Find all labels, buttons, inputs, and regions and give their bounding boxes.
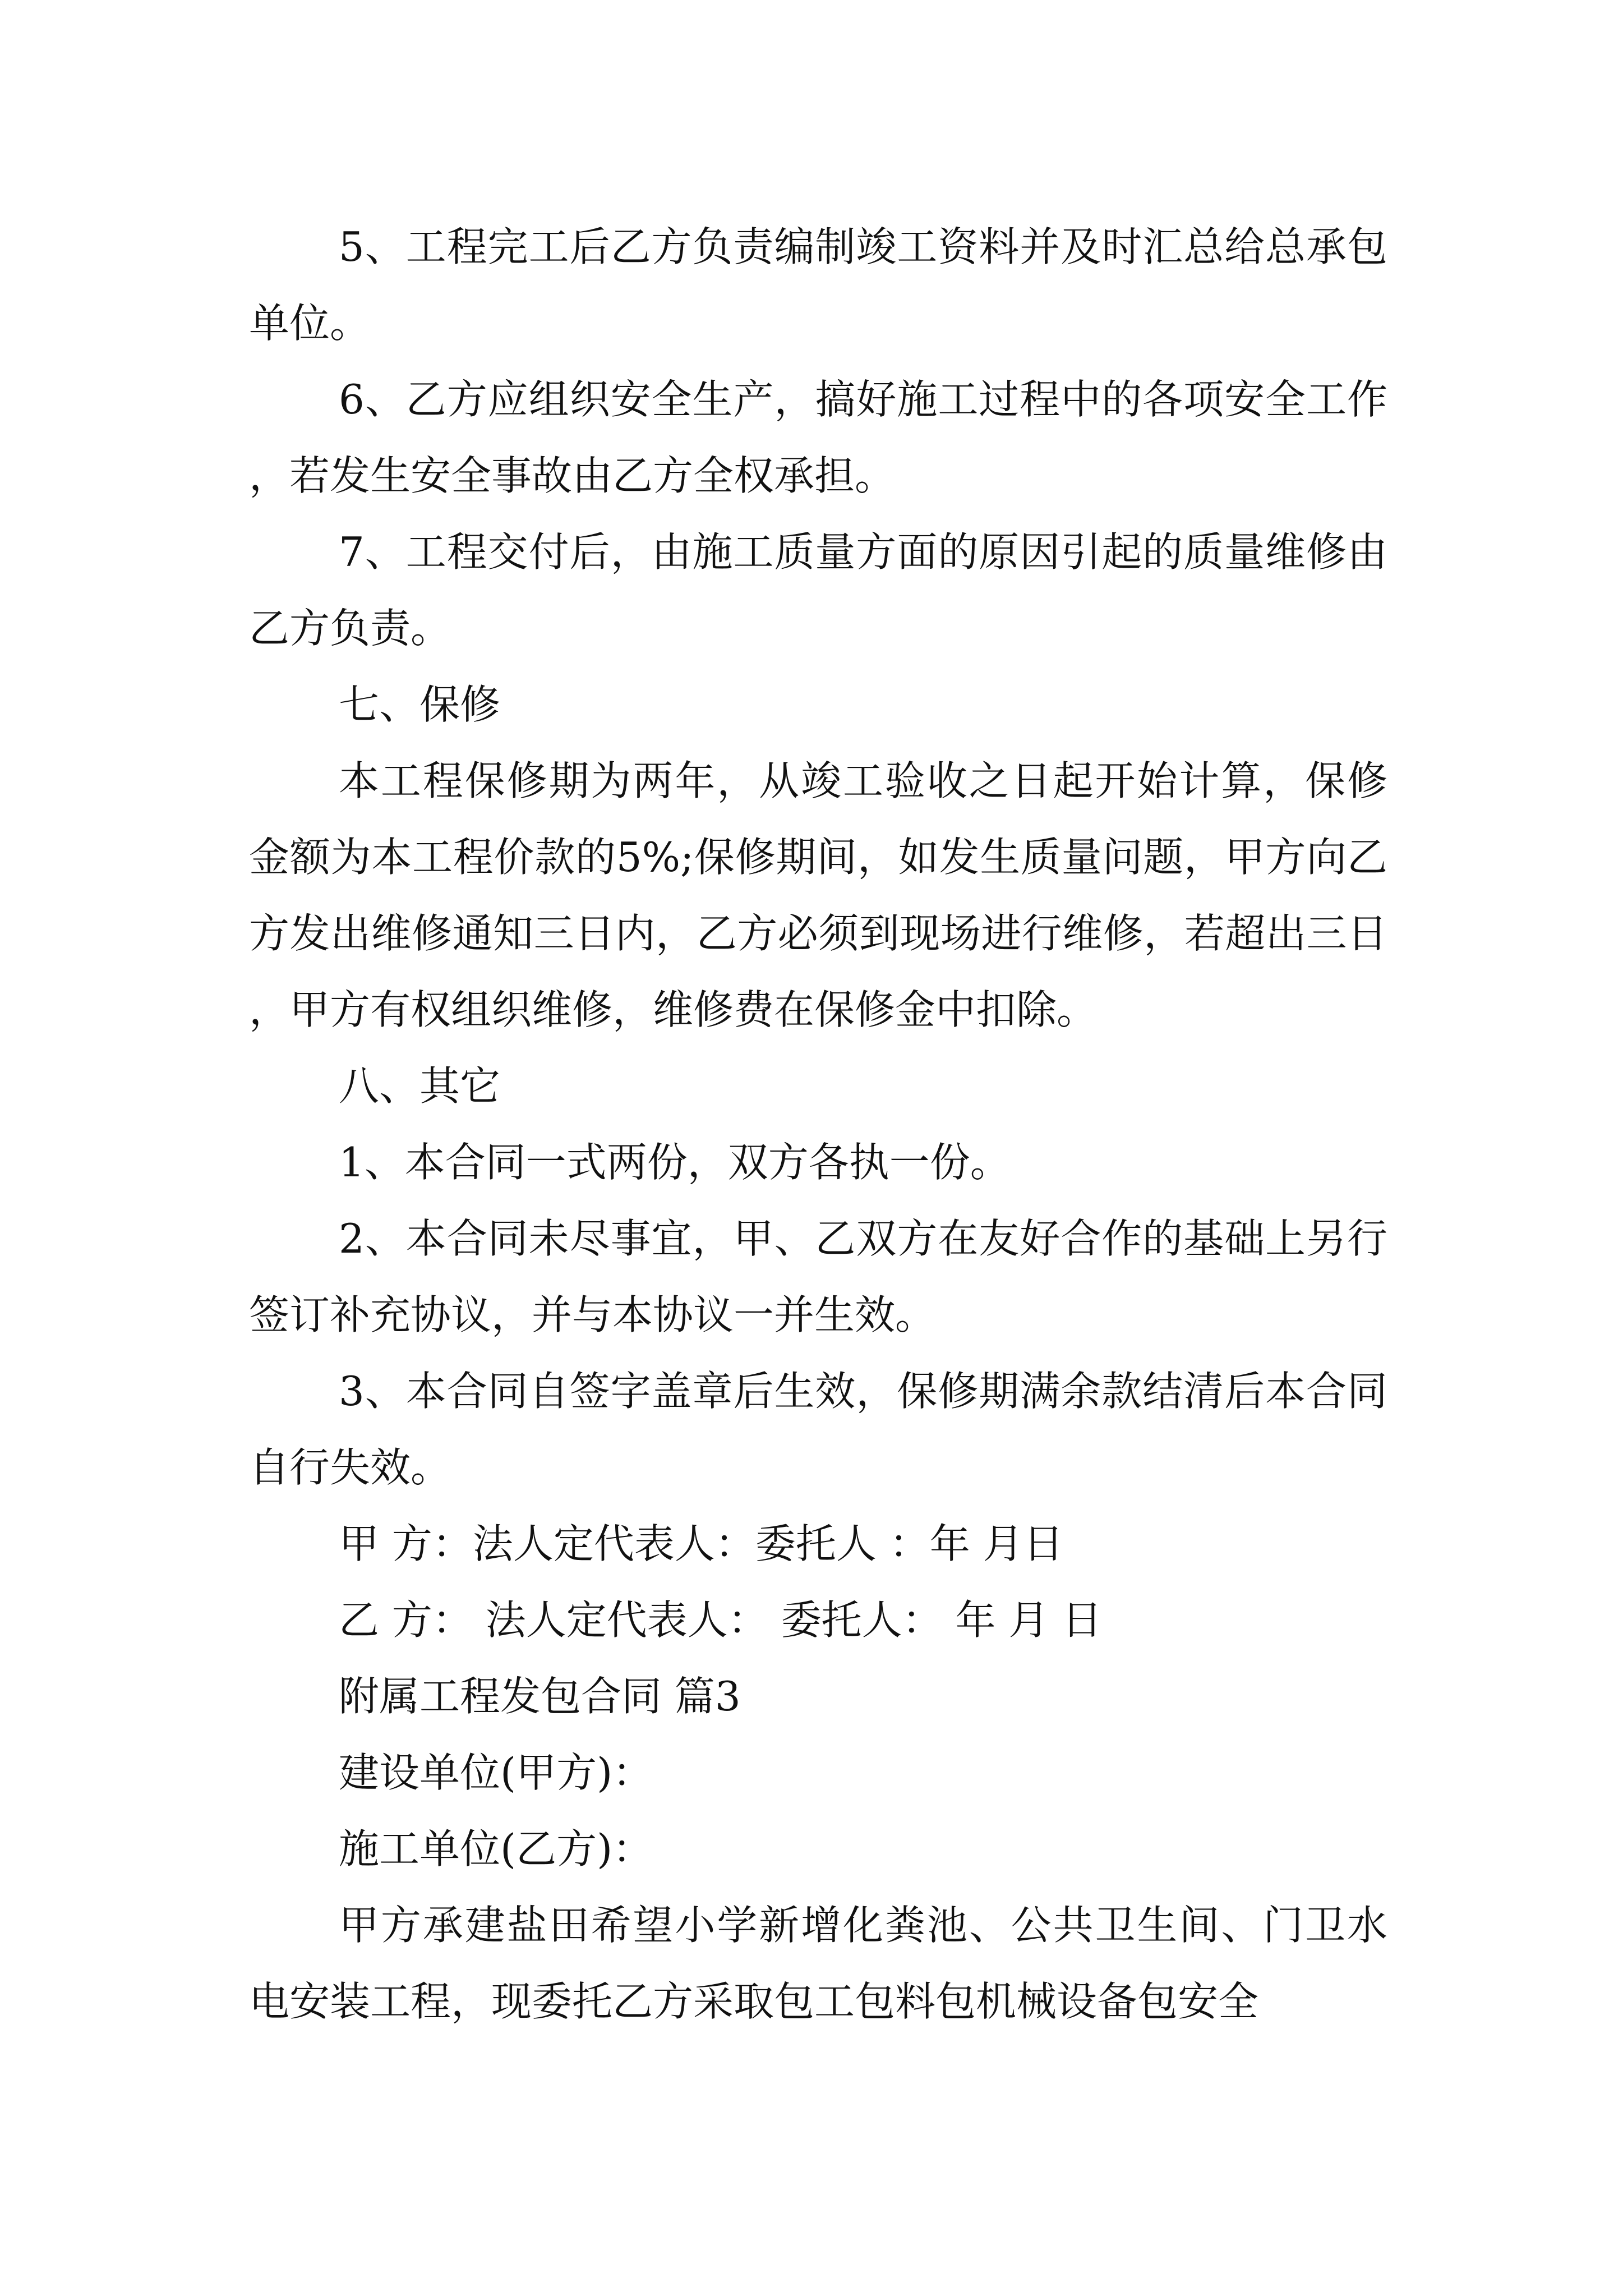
paragraph-clause-6: 6、乙方应组织安全生产，搞好施工过程中的各项安全工作，若发生安全事故由乙方全权承担。	[249, 376, 1387, 499]
contractor-party-b: 施工单位(乙方)：	[339, 1825, 653, 1872]
paragraph-other-1: 1、本合同一式两份，双方各执一份。	[339, 1139, 1011, 1186]
signature-line-party-a: 甲 方：法人定代表人：委托人 ：年 月日	[339, 1520, 1064, 1567]
paragraph-warranty: 本工程保修期为两年，从竣工验收之日起开始计算，保修金额为本工程价款的5%;保修期间，如发生质量问题，甲方向乙方发出维修通知三日内，乙方必须到现场进行维修，若超出三日，甲方有权组织维修，维修费在保修金中扣除。	[249, 757, 1387, 1033]
paragraph-project-intro: 甲方承建盐田希望小学新增化粪池、公共卫生间、门卫水电安装工程，现委托乙方采取包工包料包机械设备包安全	[249, 1902, 1387, 2025]
document-body	[249, 209, 1387, 2040]
paragraph-clause-7: 7、工程交付后，由施工质量方面的原因引起的质量维修由乙方负责。	[249, 528, 1387, 652]
paragraph-other-3: 3、本合同自签字盖章后生效，保修期满余款结清后本合同自行失效。	[249, 1368, 1387, 1491]
paragraph-other-2: 2、本合同未尽事宜，甲、乙双方在友好合作的基础上另行签订补充协议，并与本协议一并生效。	[249, 1215, 1387, 1338]
section-heading-warranty: 七、保修	[339, 681, 501, 728]
signature-line-party-b: 乙 方： 法人定代表人： 委托人： 年 月 日	[339, 1596, 1103, 1644]
section-heading-other: 八、其它	[339, 1062, 501, 1110]
contract-title: 附属工程发包合同 篇3	[339, 1673, 741, 1720]
paragraph-clause-5: 5、工程完工后乙方负责编制竣工资料并及时汇总给总承包单位。	[249, 223, 1387, 347]
builder-party-a: 建设单位(甲方)：	[339, 1749, 653, 1796]
